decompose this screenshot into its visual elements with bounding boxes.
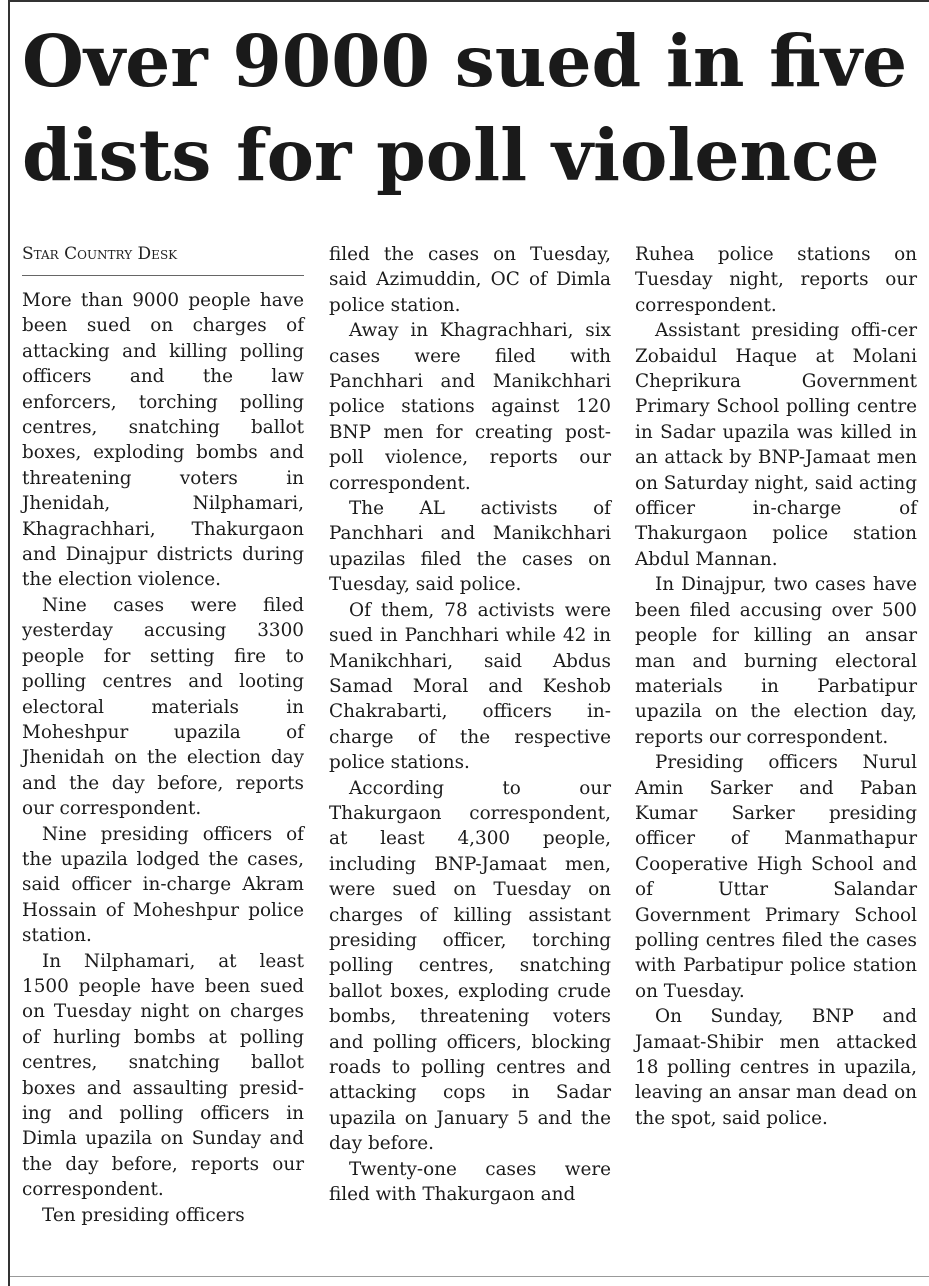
paragraph: The AL activists of Panchhari and Manikchhari upazilas filed the cases on Tuesday, said police. [329, 498, 611, 596]
paragraph: In Dinajpur, two cases have been filed accusing over 500 people for killing an ansar man and burning electoral materials in Parbatipur upazila on the election day, reports our correspondent. [635, 574, 917, 748]
article-column-1 [22, 242, 304, 1228]
paragraph: Twenty-one cases were filed with Thakurgaon and [329, 1158, 611, 1206]
paragraph: filed the cases on Tuesday, said Azimuddin, OC of Dimla police station. [329, 244, 611, 316]
paragraph: Away in Khagrachhari, six cases were filed with Panchhari and Manikchhari police stations against 120 BNP men for creating post-poll violence, reports our correspondent. [329, 320, 611, 494]
top-rule [10, 0, 929, 2]
paragraph: Nine presiding officers of the upazila lodged the cases, said officer in-charge Akram Hossain of Moheshpur police station. [22, 823, 304, 947]
bottom-rule [10, 1276, 929, 1277]
paragraph: Presiding officers Nurul Amin Sarker and Paban Kumar Sarker presiding officer of Manmathapur Cooperative High School and of Uttar Salandar Government Primary School polling centres filed the cases with Parbatipur police station on Tuesday. [635, 752, 917, 1002]
paragraph: More than 9000 people have been sued on charges of attacking and killing polling officers and the law enforcers, torching polling centres, snatching ballot boxes, exploding bombs and threatening voters in Jhenidah, Nilphamari, Khagrachhari, Thakurgaon and Dinajpur districts during the election violence. [22, 290, 304, 591]
paragraph: Ten presiding officers [42, 1204, 245, 1226]
paragraph: Ruhea police stations on Tuesday night, reports our correspondent. [635, 244, 917, 316]
paragraph: According to our Thakurgaon correspondent, at least 4,300 people, including BNP-Jamaat men, were sued on Tuesday on charges of killing assistant presiding officer, torching polling centres, snatching ballot boxes, exploding crude bombs, threatening voters and polling officers, blocking roads to polling centres and attacking cops in Sadar upazila on January 5 and the day before. [329, 777, 611, 1155]
byline: Star Country Desk [22, 242, 304, 276]
article-column-3 [635, 242, 917, 1131]
paragraph: In Nilphamari, at least 1500 people have been sued on Tuesday night on charges of hurling bombs at polling centres, snatching ballot boxes and assaulting presid-ing and polling officers in Dimla upazila on Sunday and the day before, reports our correspondent. [22, 950, 304, 1201]
paragraph: Of them, 78 activists were sued in Panchhari while 42 in Manikchhari, said Abdus Samad Moral and Keshob Chakrabarti, officers in-charge of the respective police stations. [329, 599, 611, 774]
paragraph: Assistant presiding offi-cer Zobaidul Haque at Molani Cheprikura Government Primary School polling centre in Sadar upazila was killed in an attack by BNP-Jamaat men on Saturday night, said acting officer in-charge of Thakurgaon police station Abdul Mannan. [635, 320, 917, 570]
paragraph: On Sunday, BNP and Jamaat-Shibir men attacked 18 polling centres in upazila, leaving an ansar man dead on the spot, said police. [635, 1006, 917, 1129]
headline: Over 9000 sued in five dists for poll violence [22, 19, 908, 197]
article-column-2 [329, 242, 611, 1207]
left-rule [8, 0, 10, 1286]
paragraph: Nine cases were filed yesterday accusing 3300 people for setting fire to polling centres and looting electoral materials in Moheshpur upazila of Jhenidah on the election day and the day before, reports our correspondent. [22, 594, 304, 820]
